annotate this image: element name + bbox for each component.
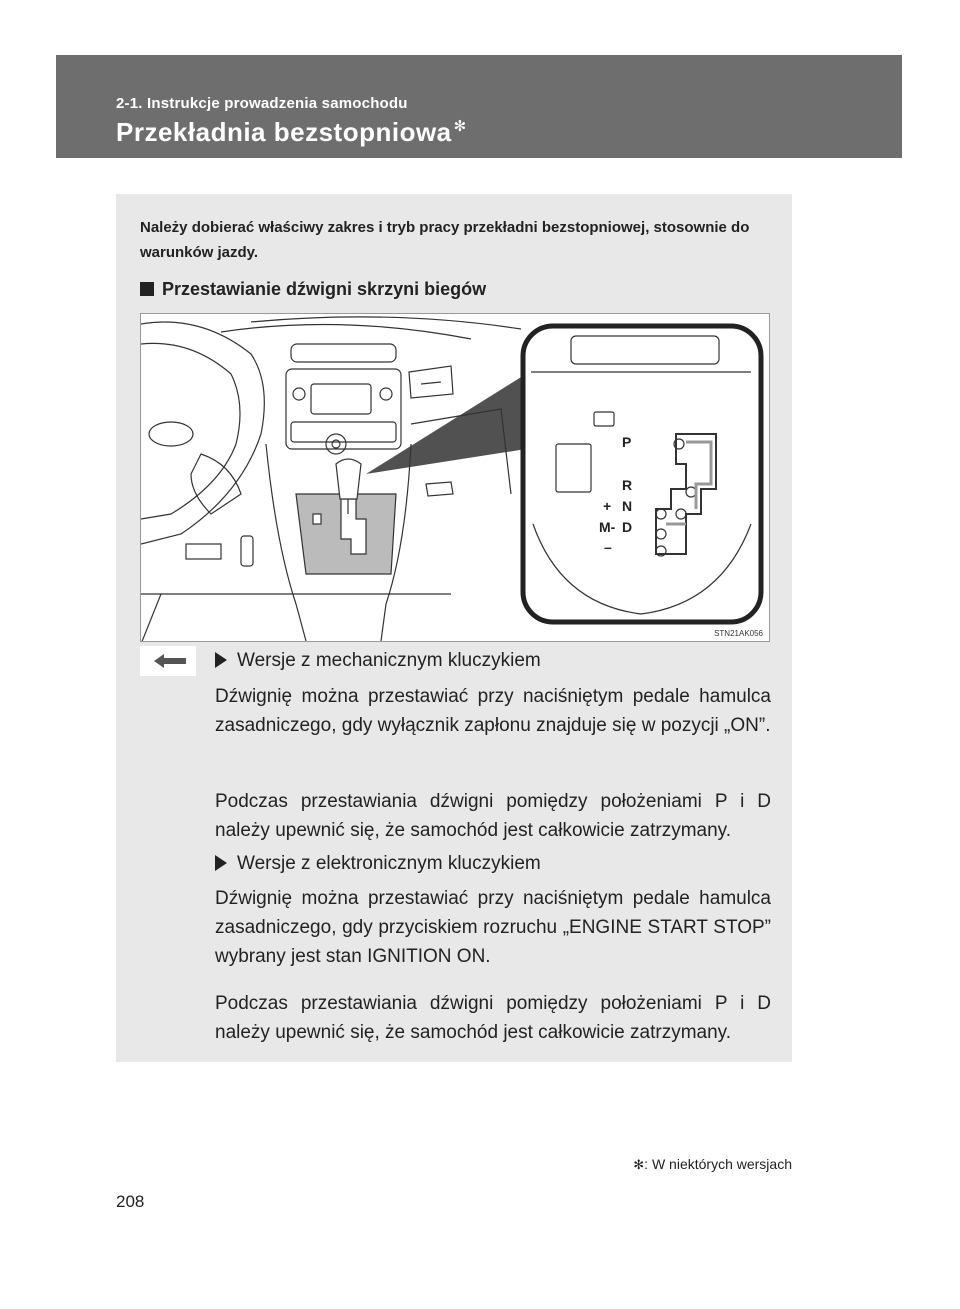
bullet-text: Wersje z mechanicznym kluczykiem: [237, 650, 541, 671]
paragraph: Dźwignię można przestawiać przy naciśniętym pedale hamulca zasadniczego, gdy przyciskiem rozruchu „ENGINE START STOP” wybrany jest stan IGNITION ON.: [215, 888, 771, 967]
gear-label-r: R: [622, 477, 633, 493]
back-arrow-tab: [140, 646, 196, 676]
gear-label-p: P: [622, 434, 632, 450]
bullet-mechanical-key: [215, 650, 541, 672]
left-arrow-icon: [140, 646, 196, 676]
subheading: [140, 279, 486, 300]
subheading-text: Przestawianie dźwigni skrzyni biegów: [162, 279, 487, 299]
minus-label: –: [604, 539, 612, 555]
page-header: [56, 55, 902, 158]
triangle-bullet-icon: [215, 652, 227, 668]
page-title-text: Przekładnia bezstopniowa: [116, 117, 452, 147]
paragraph: Podczas przestawiania dźwigni pomiędzy położeniami P i D należy upewnić się, że samochód jest całkowicie zatrzymany.: [215, 993, 771, 1043]
intro-text: Należy dobierać właściwy zakres i tryb pracy przekładni bezstopniowej, stosownie do warunków jazdy.: [140, 219, 750, 261]
gear-label-n: N: [622, 498, 633, 514]
paragraph: Podczas przestawiania dźwigni pomiędzy położeniami P i D należy upewnić się, że samochód jest całkowicie zatrzymany.: [215, 791, 771, 841]
paragraph: Dźwignię można przestawiać przy naciśniętym pedale hamulca zasadniczego, gdy wyłącznik zapłonu znajduje się w pozycji „ON”.: [215, 686, 771, 736]
gear-label-d: D: [622, 519, 633, 535]
section-label: 2-1. Instrukcje prowadzenia samochodu: [116, 95, 408, 112]
footnote-text: : W niektórych wersjach: [644, 1156, 792, 1172]
asterisk-mark: ✻: [453, 118, 467, 135]
asterisk-mark: ✻: [633, 1157, 645, 1172]
page-number: 208: [116, 1192, 145, 1211]
m-label: M-: [599, 519, 616, 535]
square-bullet-icon: [140, 282, 154, 296]
bullet-text: Wersje z elektronicznym kluczykiem: [237, 853, 541, 874]
page-title: [116, 117, 467, 148]
dashboard-drawing: [141, 314, 769, 641]
bullet-electronic-key: [215, 853, 541, 875]
shift-lever-illustration: [140, 313, 770, 642]
figure-code: STN21AK056: [714, 629, 763, 638]
triangle-bullet-icon: [215, 855, 227, 871]
footnote: [633, 1156, 792, 1173]
plus-label: +: [603, 498, 612, 514]
